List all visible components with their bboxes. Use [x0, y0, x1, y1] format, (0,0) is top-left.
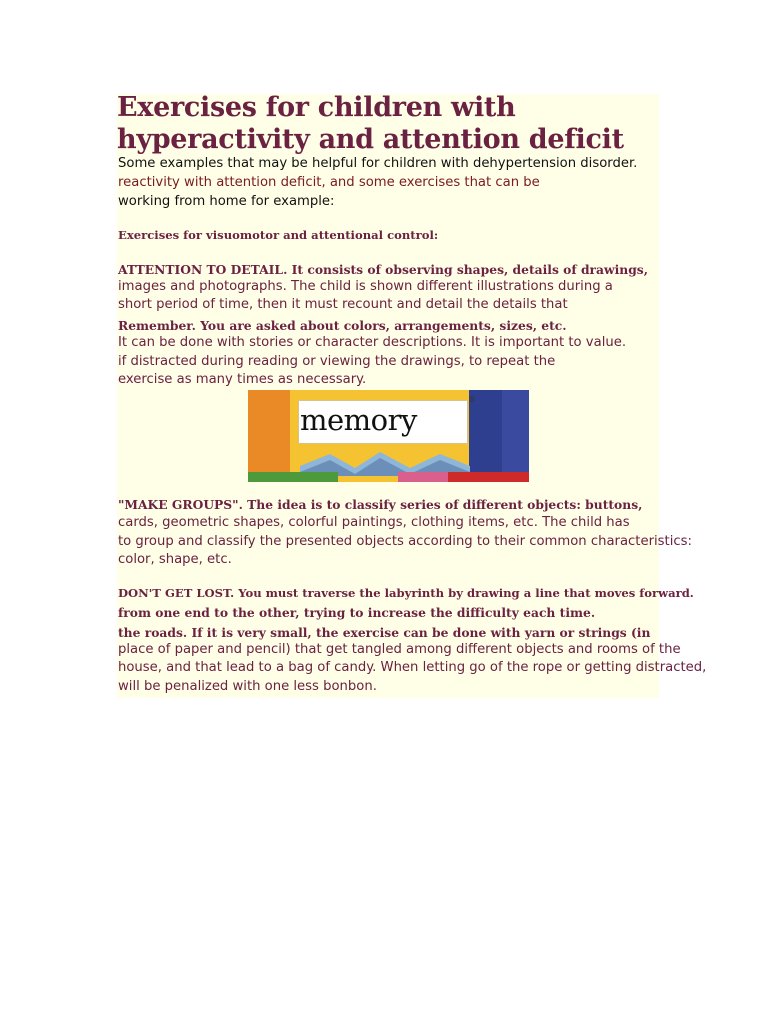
paragraph-line: images and photographs. The child is shown different illustrations during a: [118, 279, 613, 294]
paragraph-line: the roads. If it is very small, the exercise can be done with yarn or strings (in: [118, 625, 651, 640]
intro-line: working from home for example:: [118, 194, 335, 209]
paragraph-line: "MAKE GROUPS". The idea is to classify series of different objects: buttons,: [118, 497, 643, 512]
paragraph-line: exercise as many times as necessary.: [118, 372, 367, 387]
paragraph-line: Remember. You are asked about colors, arrangements, sizes, etc.: [118, 318, 567, 333]
paragraph-line: from one end to the other, trying to increase the difficulty each time.: [118, 605, 596, 620]
paragraph-line: short period of time, then it must recount and detail the details that: [118, 297, 568, 312]
paragraph-line: if distracted during reading or viewing the drawings, to repeat the: [118, 354, 556, 369]
section-heading: Exercises for visuomotor and attentional control:: [118, 228, 439, 242]
paragraph-line: ATTENTION TO DETAIL. It consists of observing shapes, details of drawings,: [118, 262, 648, 277]
document-title: Exercises for children with hyperactivity and attention deficit: [117, 92, 624, 155]
paragraph-line: It can be done with stories or character descriptions. It is important to value.: [118, 335, 627, 350]
paragraph-line: will be penalized with one less bonbon.: [118, 679, 377, 694]
memory-banner-image: [248, 390, 529, 482]
paragraph-line: place of paper and pencil) that get tangled among different objects and rooms of the: [118, 642, 681, 657]
intro-line: reactivity with attention deficit, and some exercises that can be: [118, 175, 540, 190]
paragraph-line: color, shape, etc.: [118, 552, 232, 567]
paragraph-line: house, and that lead to a bag of candy. When letting go of the rope or getting distracted,: [118, 660, 707, 675]
paragraph-line: DON'T GET LOST. You must traverse the labyrinth by drawing a line that moves forward.: [118, 586, 694, 600]
intro-line: Some examples that may be helpful for children with dehypertension disorder.: [118, 156, 638, 171]
banner-word: memory: [300, 403, 417, 437]
registered-mark: ®: [468, 395, 476, 404]
paragraph-line: to group and classify the presented objects according to their common characteristics:: [118, 534, 692, 549]
paragraph-line: cards, geometric shapes, colorful paintings, clothing items, etc. The child has: [118, 515, 630, 530]
